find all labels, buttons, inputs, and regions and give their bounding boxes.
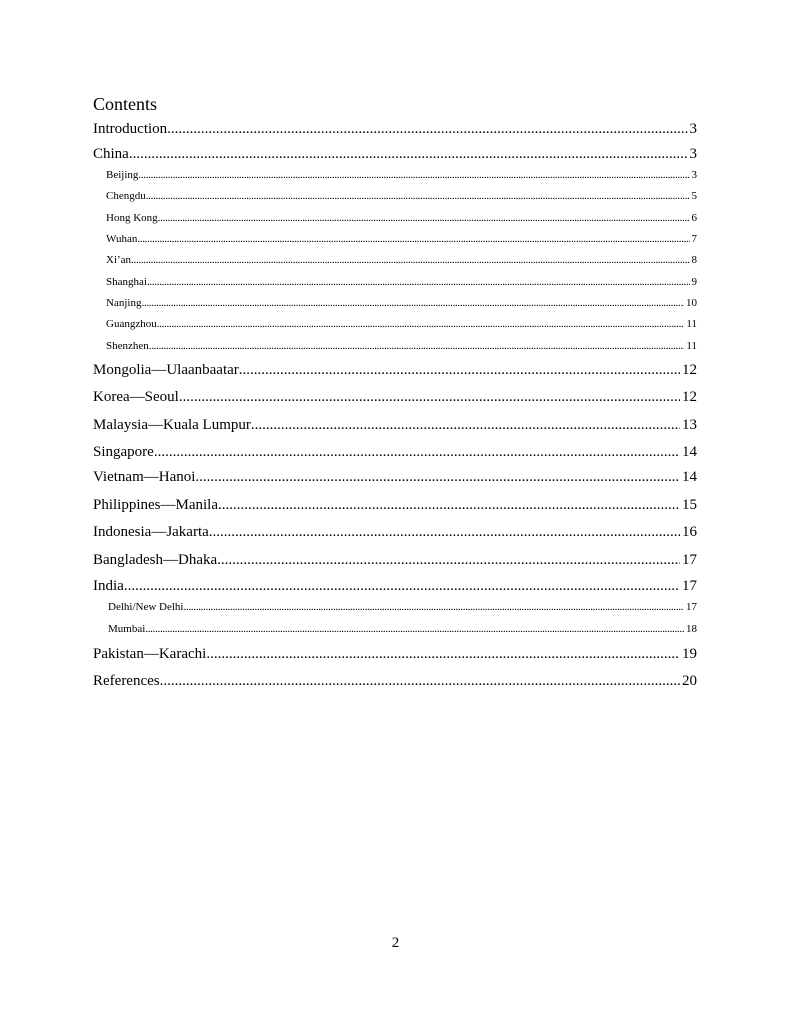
toc-entry-text: Shanghai xyxy=(106,276,147,288)
toc-entry-text: Hong Kong xyxy=(106,212,158,224)
toc-page-number: 14 xyxy=(682,469,697,485)
toc-entry-text: Pakistan—Karachi xyxy=(93,646,207,662)
toc-page-number: 11 xyxy=(686,340,697,352)
toc-entry-china[interactable] xyxy=(93,145,697,163)
toc-page-number: 8 xyxy=(691,254,697,266)
toc-entry-text: Indonesia—Jakarta xyxy=(93,524,209,540)
toc-entry-hong-kong[interactable] xyxy=(106,212,697,225)
toc-page-number: 6 xyxy=(691,212,697,224)
toc-entry-singapore[interactable] xyxy=(93,443,697,461)
toc-dot-leader xyxy=(179,388,680,406)
toc-page-number: 3 xyxy=(689,146,697,162)
toc-page-number: 14 xyxy=(682,444,697,460)
toc-entry-text: Guangzhou xyxy=(106,318,157,330)
toc-dot-leader xyxy=(158,212,690,225)
toc-entry-text: Bangladesh—Dhaka xyxy=(93,552,218,568)
toc-dot-leader xyxy=(195,468,680,486)
toc-page-number: 7 xyxy=(691,233,697,245)
toc-entry-malaysia[interactable] xyxy=(93,416,697,434)
toc-entry-indonesia[interactable] xyxy=(93,523,697,541)
toc-entry-bangladesh[interactable] xyxy=(93,551,697,569)
toc-page-number: 17 xyxy=(686,601,697,613)
toc-entry-pakistan[interactable] xyxy=(93,645,697,663)
toc-page-number: 11 xyxy=(686,318,697,330)
toc-entry-text: Chengdu xyxy=(106,190,146,202)
toc-entry-text: Xi’an xyxy=(106,254,132,266)
toc-entry-korea[interactable] xyxy=(93,388,697,406)
toc-page-number: 17 xyxy=(682,552,697,568)
toc-dot-leader xyxy=(217,551,680,569)
toc-entry-guangzhou[interactable] xyxy=(106,318,697,331)
toc-entry-mumbai[interactable] xyxy=(108,623,697,636)
toc-entry-text: Vietnam—Hanoi xyxy=(93,469,196,485)
toc-dot-leader xyxy=(141,297,684,310)
toc-entry-text: Wuhan xyxy=(106,233,138,245)
toc-page-number: 19 xyxy=(682,646,697,662)
toc-entry-text: Introduction xyxy=(93,121,168,137)
toc-entry-shenzhen[interactable] xyxy=(106,340,697,353)
toc-dot-leader xyxy=(206,645,680,663)
toc-entry-india[interactable] xyxy=(93,577,697,595)
toc-dot-leader xyxy=(149,340,685,353)
toc-entry-delhi[interactable] xyxy=(108,601,697,614)
toc-dot-leader xyxy=(147,276,690,289)
toc-entry-text: Mumbai xyxy=(108,623,146,635)
toc-entry-mongolia[interactable] xyxy=(93,361,697,379)
toc-dot-leader xyxy=(146,190,690,203)
toc-page-number: 9 xyxy=(691,276,697,288)
toc-entry-nanjing[interactable] xyxy=(106,297,697,310)
toc-dot-leader xyxy=(137,233,689,246)
toc-title: Contents xyxy=(93,94,158,114)
toc-entry-text: Singapore xyxy=(93,444,154,460)
toc-page-number: 16 xyxy=(682,524,697,540)
toc-dot-leader xyxy=(167,120,687,138)
toc-entry-text: Mongolia—Ulaanbaatar xyxy=(93,362,239,378)
toc-page-number: 5 xyxy=(691,190,697,202)
toc-entry-wuhan[interactable] xyxy=(106,233,697,246)
toc-entry-text: Korea—Seoul xyxy=(93,389,179,405)
toc-entry-beijing[interactable] xyxy=(106,169,697,182)
toc-entry-shanghai[interactable] xyxy=(106,276,697,289)
toc-entry-text: India xyxy=(93,578,124,594)
toc-page-number: 3 xyxy=(689,121,697,137)
toc-dot-leader xyxy=(138,169,689,182)
toc-entry-text: References xyxy=(93,673,160,689)
toc-dot-leader xyxy=(251,416,680,434)
toc-page-number: 15 xyxy=(682,497,697,513)
toc-dot-leader xyxy=(145,623,684,636)
page-number: 2 xyxy=(391,935,400,951)
toc-entry-text: Delhi/New Delhi xyxy=(108,601,184,613)
toc-entry-text: Shenzhen xyxy=(106,340,149,352)
toc-entry-text: Philippines—Manila xyxy=(93,497,218,513)
toc-dot-leader xyxy=(157,318,685,331)
toc-entry-introduction[interactable] xyxy=(93,120,697,138)
toc-entry-chengdu[interactable] xyxy=(106,190,697,203)
toc-entry-text: Malaysia—Kuala Lumpur xyxy=(93,417,251,433)
toc-entry-references[interactable] xyxy=(93,672,697,690)
toc-dot-leader xyxy=(160,672,680,690)
toc-entry-vietnam[interactable] xyxy=(93,468,697,486)
toc-entry-text: Nanjing xyxy=(106,297,142,309)
toc-dot-leader xyxy=(131,254,689,267)
toc-dot-leader xyxy=(183,601,684,614)
toc-dot-leader xyxy=(154,443,680,461)
toc-entry-philippines[interactable] xyxy=(93,496,697,514)
toc-page-number: 17 xyxy=(682,578,697,594)
toc-dot-leader xyxy=(129,145,688,163)
toc-page-number: 10 xyxy=(686,297,697,309)
toc-page-number: 18 xyxy=(686,623,697,635)
toc-page-number: 12 xyxy=(682,389,697,405)
toc-page-number: 12 xyxy=(682,362,697,378)
toc-entry-xian[interactable] xyxy=(106,254,697,267)
toc-page-number: 3 xyxy=(691,169,697,181)
toc-dot-leader xyxy=(218,496,680,514)
toc-dot-leader xyxy=(124,577,680,595)
toc-dot-leader xyxy=(209,523,680,541)
toc-entry-text: China xyxy=(93,146,129,162)
toc-entry-text: Beijing xyxy=(106,169,139,181)
toc-page-number: 13 xyxy=(682,417,697,433)
toc-page-number: 20 xyxy=(682,673,697,689)
toc-dot-leader xyxy=(239,361,680,379)
